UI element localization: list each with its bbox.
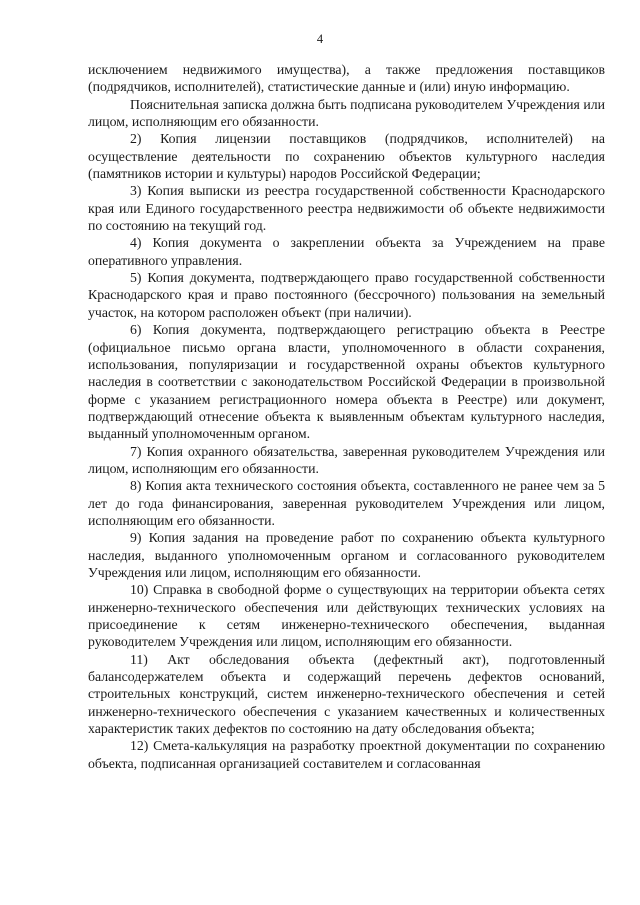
list-item-11: 11) Акт обследования объекта (дефектный акт), подготовленный балансодержателем объекта и содержащий перечень дефектов оснований, строительных конструкций, систем инженерно-технического обеспечения и сетей инженерно-технического обеспечения с указанием качественных и количественных характеристик таких дефектов по состоянию на дату обследования объекта; [88,651,605,737]
page-number: 4 [316,32,324,46]
list-item-4: 4) Копия документа о закреплении объекта за Учреждением на праве оперативного управления. [88,235,605,268]
list-item-10: 10) Справка в свободной форме о существующих на территории объекта сетях инженерно-технического обеспечения или действующих технических условиях на присоединение к сетям инженерно-технического обеспечения, выданная руководителем Учреждения или лицом, исполняющим его обязанности. [88,582,605,650]
list-item-9: 9) Копия задания на проведение работ по сохранению объекта культурного наследия, выданного уполномоченным органом и согласованного руководителем Учреждения или лицом, исполняющим его обязанности. [88,530,605,580]
list-item-12: 12) Смета-калькуляция на разработку проектной документации по сохранению объекта, подписанная организацией составителем и согласованная [88,738,605,771]
list-item-7: 7) Копия охранного обязательства, заверенная руководителем Учреждения или лицом, исполняющим его обязанности. [88,443,605,476]
list-item-8: 8) Копия акта технического состояния объекта, составленного не ранее чем за 5 лет до года финансирования, заверенная руководителем Учреждения или лицом, исполняющим его обязанности. [88,478,605,528]
paragraph-continued: исключением недвижимого имущества), а также предложения поставщиков (подрядчиков, исполнителей), статистические данные и (или) иную информацию. [88,62,605,95]
list-item-3: 3) Копия выписки из реестра государственной собственности Краснодарского края или Единого государственного реестра недвижимости об объекте недвижимости по состоянию на текущий год. [88,183,605,234]
list-item-2: 2) Копия лицензии поставщиков (подрядчиков, исполнителей) на осуществление деятельности по сохранению объектов культурного наследия (памятников истории и культуры) народов Российской Федерации; [88,131,605,182]
list-item-5: 5) Копия документа, подтверждающего право государственной собственности Краснодарского края и право постоянного (бессрочного) пользования на земельный участок, на котором расположен объект (при наличии). [88,270,605,320]
paragraph-explanatory-note: Пояснительная записка должна быть подписана руководителем Учреждения или лицом, исполняющим его обязанности. [88,96,605,130]
document-body [88,61,605,772]
list-item-6: 6) Копия документа, подтверждающего регистрацию объекта в Реестре (официальное письмо органа власти, уполномоченного в области сохранения, использования, популяризации и государственной охраны объектов культурного наследия в соответствии с законодательством Российской Федерации в произвольной форме с указанием регистрационного номера объекта в Реестре) или документ, подтверждающий отнесение объекта к выявленным объектам культурного наследия, выданный уполномоченным органом. [88,322,605,442]
